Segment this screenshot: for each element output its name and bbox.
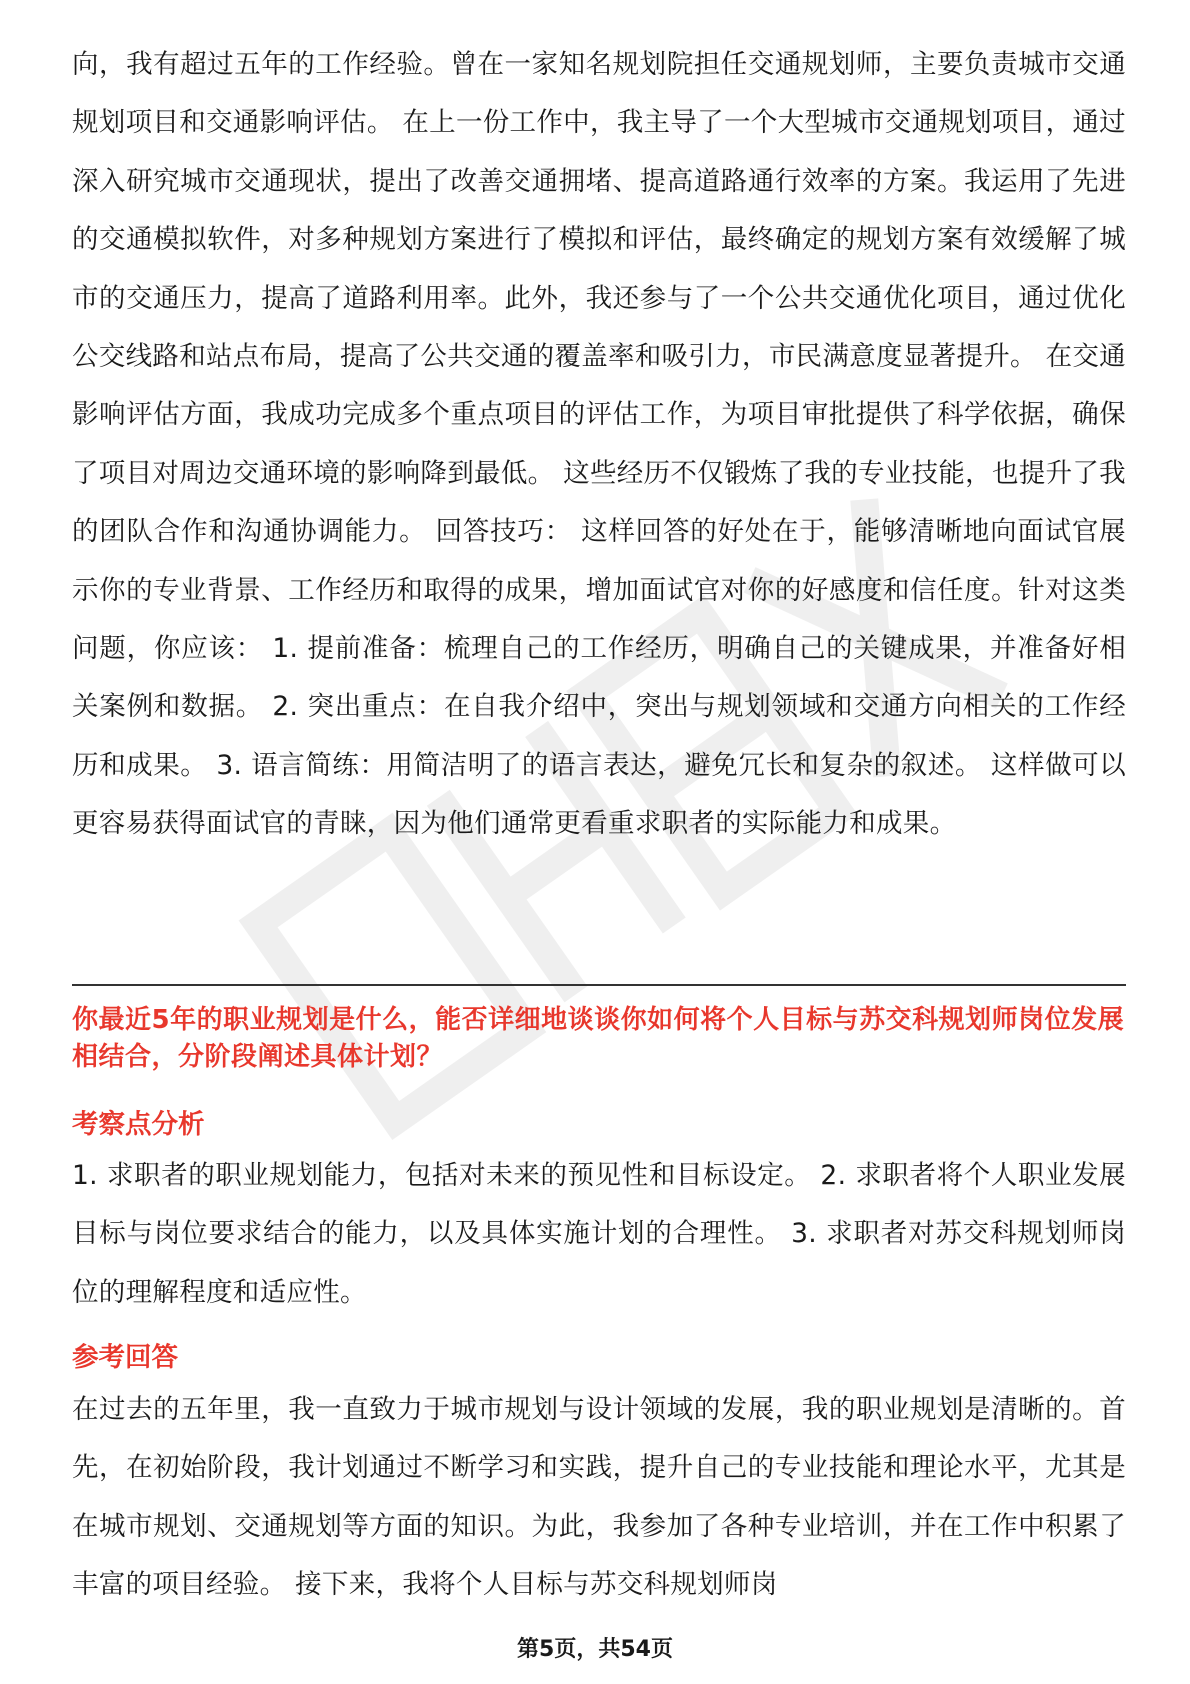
page-footer: 第5页，共54页 bbox=[517, 1637, 673, 1662]
section-divider bbox=[72, 984, 1126, 986]
intro-section bbox=[72, 36, 1126, 854]
analysis-section bbox=[72, 1147, 1126, 1322]
reference-section bbox=[72, 1381, 1126, 1615]
question-heading: 你最近5年的职业规划是什么，能否详细地谈谈你如何将个人目标与苏交科规划师岗位发展相结合，分阶段阐述具体计划？ bbox=[72, 1005, 1125, 1072]
analysis-title: 考察点分析 bbox=[72, 1109, 205, 1140]
reference-title: 参考回答 bbox=[72, 1342, 178, 1373]
reference-body: 在过去的五年里，我一直致力于城市规划与设计领域的发展，我的职业规划是清晰的。首先，在初始阶段，我计划通过不断学习和实践，提升自己的专业技能和理论水平，尤其是在城市规划、交通规划等方面的知识。为此，我参加了各种专业培训，并在工作中积累了丰富的项目经验。 接下来，我将个人目标与苏交科规划师岗 bbox=[72, 1394, 1126, 1601]
analysis-body: 1. 求职者的职业规划能力，包括对未来的预见性和目标设定。 2. 求职者将个人职业发展目标与岗位要求结合的能力，以及具体实施计划的合理性。 3. 求职者对苏交科规划师岗位的理解程度和适应性。 bbox=[72, 1160, 1126, 1308]
intro-paragraph: 向，我有超过五年的工作经验。曾在一家知名规划院担任交通规划师，主要负责城市交通规划项目和交通影响评估。 在上一份工作中，我主导了一个大型城市交通规划项目，通过深入研究城市交通现状，提出了改善交通拥堵、提高道路通行效率的方案。我运用了先进的交通模拟软件，对多种规划方案进行了模拟和评估，最终确定的规划方案有效缓解了城市的交通压力，提高了道路利用率。此外，我还参与了一个公共交通优化项目，通过优化公交线路和站点布局，提高了公共交通的覆盖率和吸引力，市民满意度显著提升。 在交通影响评估方面，我成功完成多个重点项目的评估工作，为项目审批提供了科学依据，确保了项目对周边交通环境的影响降到最低。 这些经历不仅锻炼了我的专业技能，也提升了我的团队合作和沟通协调能力。 回答技巧： 这样回答的好处在于，能够清晰地向面试官展示你的专业背景、工作经历和取得的成果，增加面试官对你的好感度和信任度。针对这类问题，你应该： 1. 提前准备：梳理自己的工作经历，明确自己的关键成果，并准备好相关案例和数据。 2. 突出重点：在自我介绍中，突出与规划领域和交通方向相关的工作经历和成果。 3. 语言简练：用简洁明了的语言表达，避免冗长和复杂的叙述。 这样做可以更容易获得面试官的青睐，因为他们通常更看重求职者的实际能力和成果。 bbox=[72, 49, 1126, 840]
